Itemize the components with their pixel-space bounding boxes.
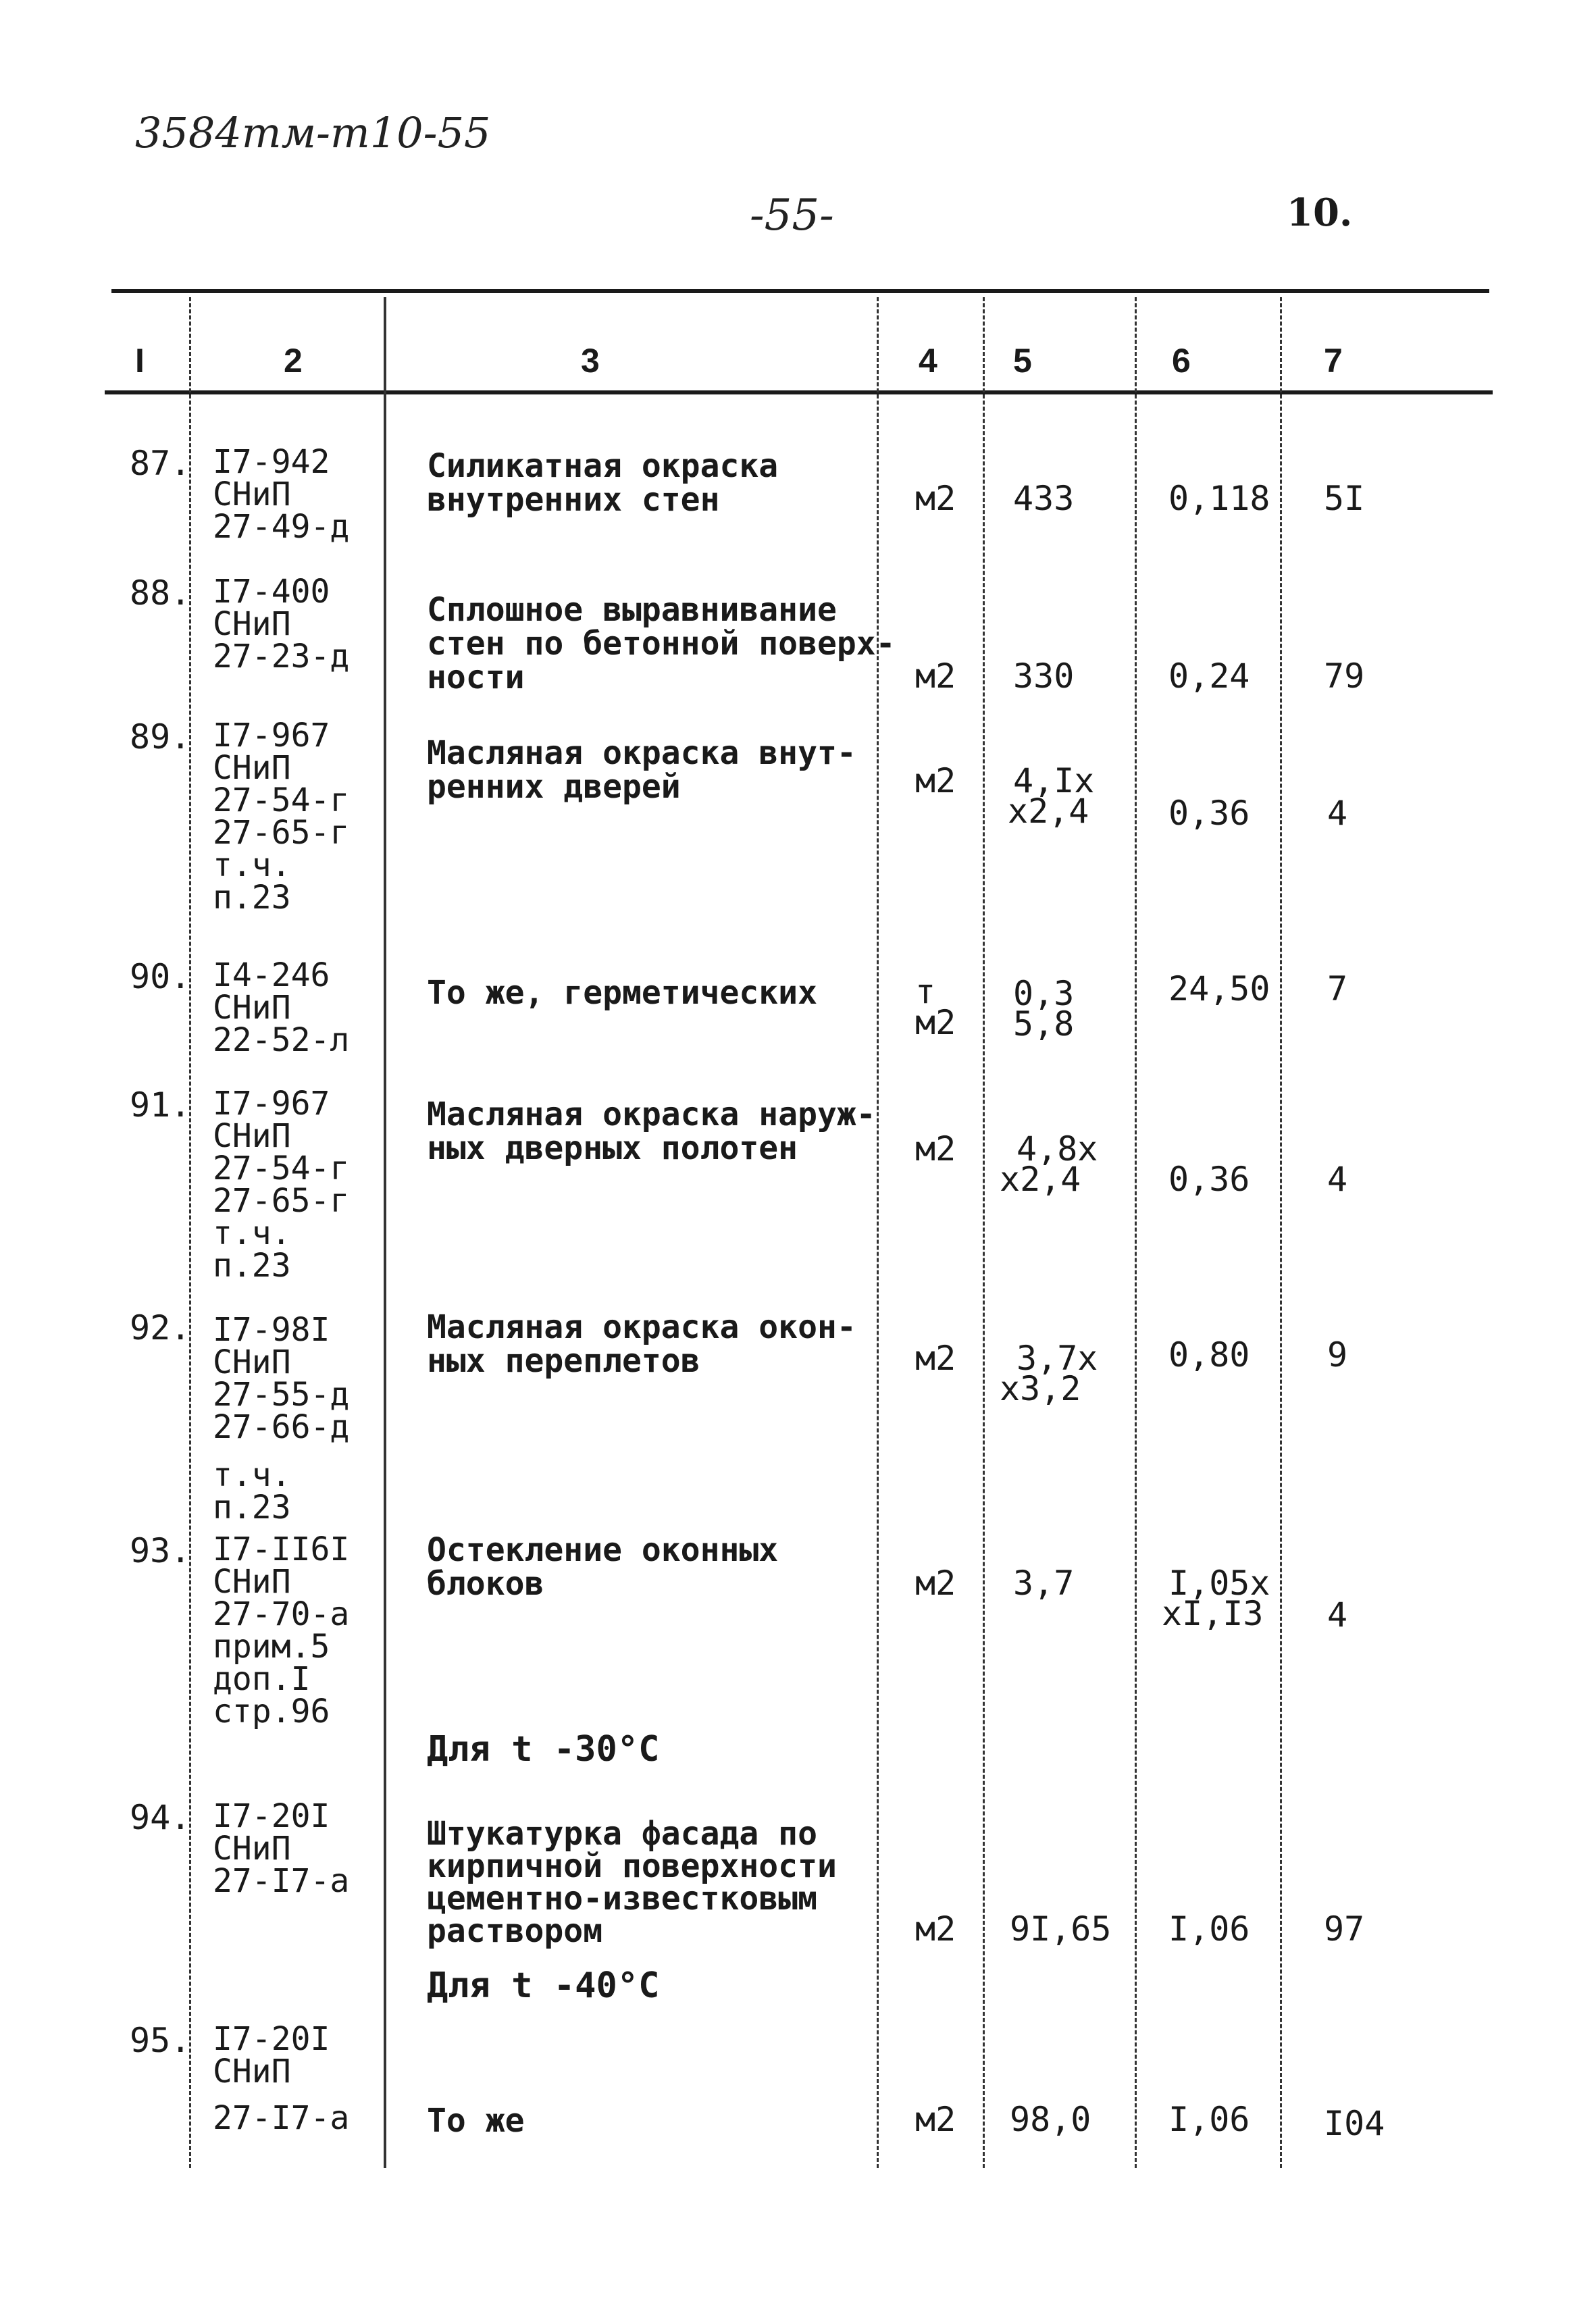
row-code: 27-66-д [213, 1408, 350, 1446]
archive-code: 3584тм-т10-55 [135, 108, 491, 157]
row-code: СНиП [213, 1343, 291, 1381]
row-description: Масляная окраска внут- [427, 734, 856, 772]
row-code: п.23 [213, 1489, 291, 1526]
row-code: 27-49-д [213, 508, 350, 546]
row-quantity: 4,8х [1016, 1129, 1098, 1168]
row-code: 27-23-д [213, 638, 350, 675]
row-total: 4 [1327, 1160, 1348, 1199]
row-quantity: х2,4 [1000, 1160, 1081, 1199]
row-quantity: 9I,65 [1010, 1909, 1112, 1949]
row-description: Сплошное выравнивание [427, 591, 837, 629]
column-header-5: 5 [1013, 342, 1032, 380]
row-description: Масляная окраска наруж- [427, 1096, 876, 1133]
row-unit: м2 [915, 1909, 956, 1949]
column-header-2: 2 [284, 342, 303, 380]
row-quantity: х2,4 [1008, 792, 1089, 831]
row-number: 94. [130, 1798, 191, 1837]
row-quantity: х3,2 [1000, 1369, 1081, 1408]
row-total: 9 [1327, 1335, 1348, 1374]
row-code: СНиП [213, 1117, 291, 1155]
row-total: 4 [1327, 794, 1348, 833]
row-code: 27-54-г [213, 1150, 350, 1187]
row-code: I7-98I [213, 1311, 330, 1349]
row-norm: 24,50 [1168, 969, 1270, 1008]
sheet-number: 10. [1287, 190, 1353, 235]
row-description: блоков [427, 1565, 544, 1603]
row-quantity: 0,3 [1013, 974, 1075, 1013]
column-divider [1135, 297, 1137, 2168]
row-total: 5I [1324, 479, 1365, 518]
row-number: 89. [130, 717, 191, 756]
row-code: т.ч. [213, 846, 291, 884]
column-divider [384, 297, 386, 2168]
row-code: I7-400 [213, 573, 330, 611]
row-code: СНиП [213, 749, 291, 787]
row-description: Штукатурка фасада по [427, 1815, 817, 1853]
row-code: I7-967 [213, 717, 330, 754]
row-code: I4-246 [213, 956, 330, 994]
row-unit: м2 [915, 479, 956, 518]
row-description: раствором [427, 1912, 603, 1950]
row-unit: м2 [915, 1339, 956, 1378]
row-quantity: 433 [1013, 479, 1075, 518]
row-quantity: 5,8 [1013, 1004, 1075, 1044]
row-code: 27-I7-а [213, 1862, 350, 1900]
column-header-1: I [135, 342, 145, 380]
row-quantity: 4,Iх [1013, 761, 1095, 800]
row-description: кирпичной поверхности [427, 1847, 837, 1885]
row-unit: м2 [915, 761, 956, 800]
row-code: I7-967 [213, 1085, 330, 1123]
row-norm: I,06 [1168, 1909, 1250, 1949]
row-total: 7 [1327, 969, 1348, 1008]
row-norm: I,05х [1168, 1564, 1270, 1603]
row-unit: м2 [915, 657, 956, 696]
row-code: 27-55-д [213, 1376, 350, 1414]
row-code: I7-20I [213, 1797, 330, 1835]
row-description: стен по бетонной поверх- [427, 625, 896, 663]
row-code: СНиП [213, 1563, 291, 1601]
header-bottom-rule [105, 390, 1493, 394]
row-number: 87. [130, 444, 191, 483]
row-code: СНиП [213, 475, 291, 513]
row-description: цементно-известковым [427, 1880, 817, 1918]
row-description: Масляная окраска окон- [427, 1308, 856, 1346]
row-code: 27-70-а [213, 1595, 350, 1633]
row-code: прим.5 [213, 1628, 330, 1666]
row-code: п.23 [213, 879, 291, 917]
row-code: п.23 [213, 1247, 291, 1285]
row-total: I04 [1324, 2104, 1385, 2143]
row-description: ных дверных полотен [427, 1129, 798, 1167]
row-code: I7-20I [213, 2020, 330, 2058]
row-code: СНиП [213, 605, 291, 643]
column-divider [983, 297, 985, 2168]
row-norm: I,06 [1168, 2100, 1250, 2139]
row-code: 22-52-л [213, 1021, 350, 1059]
row-number: 91. [130, 1085, 191, 1125]
section-note-t30: Для t -30°С [427, 1729, 660, 1770]
row-code: СНиП [213, 1830, 291, 1868]
row-description: Остекление оконных [427, 1531, 779, 1569]
row-description: ности [427, 659, 525, 696]
column-header-4: 4 [919, 342, 937, 380]
table-top-rule [111, 289, 1489, 293]
row-norm: 0,24 [1168, 657, 1250, 696]
row-unit: м2 [915, 2100, 956, 2139]
row-quantity: 3,7 [1013, 1564, 1075, 1603]
row-norm: 0,36 [1168, 1160, 1250, 1199]
row-norm: хI,I3 [1162, 1594, 1264, 1633]
row-code: I7-942 [213, 443, 330, 481]
row-code: 27-I7-а [213, 2099, 350, 2137]
row-total: 79 [1324, 657, 1365, 696]
column-header-7: 7 [1324, 342, 1343, 380]
column-divider [1280, 297, 1282, 2168]
row-norm: 0,80 [1168, 1335, 1250, 1374]
page-number: -55- [750, 190, 834, 240]
row-unit: м2 [915, 1129, 956, 1168]
column-header-3: 3 [581, 342, 600, 380]
column-header-6: 6 [1172, 342, 1191, 380]
row-code: т.ч. [213, 1214, 291, 1252]
row-number: 90. [130, 957, 191, 996]
row-norm: 0,36 [1168, 794, 1250, 833]
row-code: доп.I [213, 1660, 311, 1698]
row-description: То же, герметических [427, 974, 817, 1012]
section-note-t40: Для t -40°С [427, 1965, 660, 2006]
row-description: Силикатная окраска [427, 447, 779, 485]
row-quantity: 98,0 [1010, 2100, 1091, 2139]
row-code: стр.96 [213, 1693, 330, 1730]
row-norm: 0,118 [1168, 479, 1270, 518]
row-code: т.ч. [213, 1456, 291, 1494]
row-total: 97 [1324, 1909, 1365, 1949]
row-unit: т м2 [915, 972, 956, 1042]
row-description: внутренних стен [427, 481, 720, 519]
row-code: 27-65-г [213, 1182, 350, 1220]
column-divider [877, 297, 879, 2168]
row-code: 27-54-г [213, 781, 350, 819]
row-unit: м2 [915, 1564, 956, 1603]
row-code: 27-65-г [213, 814, 350, 852]
row-quantity: 330 [1013, 657, 1075, 696]
row-number: 92. [130, 1308, 191, 1347]
row-number: 93. [130, 1531, 191, 1570]
row-number: 88. [130, 573, 191, 613]
row-description: То же [427, 2102, 525, 2140]
row-quantity: 3,7х [1016, 1339, 1098, 1378]
row-code: СНиП [213, 2053, 291, 2090]
row-number: 95. [130, 2021, 191, 2060]
row-code: I7-II6I [213, 1531, 350, 1568]
row-description: ных переплетов [427, 1342, 700, 1380]
row-code: СНиП [213, 989, 291, 1027]
row-total: 4 [1327, 1595, 1348, 1635]
row-description: ренних дверей [427, 768, 681, 806]
